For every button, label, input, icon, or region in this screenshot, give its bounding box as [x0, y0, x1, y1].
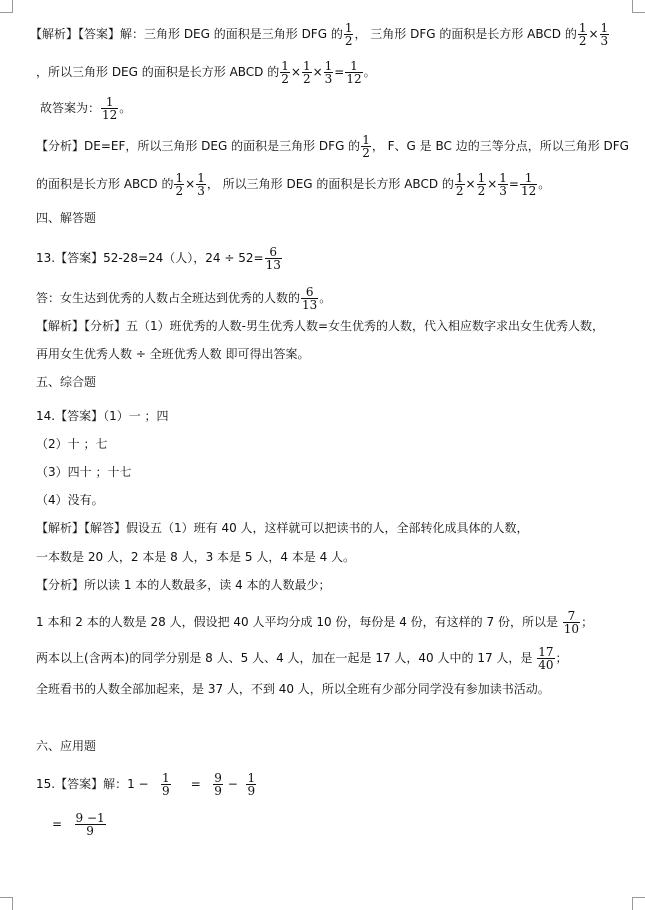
page-corner-mark [632, 0, 645, 13]
solution-line: ，所以三角形 DEG 的面积是长方形 ABCD 的 $\frac{1}{2}$ × $\frac{1}{2}$ × $\frac{1}{3}$ = $\frac{1}{12}$ 。 [36, 59, 376, 86]
explanation-line: 【解析】【解答】假设五（1）班有 40 人，这样就可以把读书的人，全部转化成具体的人数， [36, 521, 529, 535]
fraction: $\frac{1}{2}$ [175, 171, 184, 198]
section-heading: 四、解答题 [36, 211, 97, 225]
section-heading: 六、应用题 [36, 739, 97, 753]
fraction: $\frac{1}{12}$ [102, 95, 118, 122]
fraction: $\frac{1}{3}$ [324, 59, 333, 86]
page-corner-mark [0, 897, 13, 910]
solution-line: 【解析】【答案】解：三角形 DEG 的面积是三角形 DFG 的 $\frac{1}{2}$ ， 三角形 DFG 的面积是长方形 ABCD 的 $\frac{1}{2}$ × $\frac{1}{3}$ [30, 21, 609, 48]
fraction: $\frac{1}{2}$ [477, 171, 486, 198]
answer-line: 15.【答案】解：1 − $\frac{1}{9}$ = $\frac{9}{9}$ − $\frac{1}{9}$ [36, 771, 256, 798]
fraction: $\frac{1}{2}$ [455, 171, 464, 198]
analysis-line: 【分析】DE=EF，所以三角形 DEG 的面积是三角形 DFG 的 $\frac{1}{2}$ ， F、G 是 BC 边的三等分点，所以三角形 DFG [36, 133, 629, 160]
fraction: $\frac{1}{2}$ [344, 21, 353, 48]
fraction: $\frac{17}{40}$ [538, 645, 554, 672]
explanation-line: 1 本和 2 本的人数是 28 人，假设把 40 人平均分成 10 份，每份是 4 份，有这样的 7 份，所以是 $\frac{7}{10}$ ； [36, 609, 594, 636]
fraction: $\frac{1}{9}$ [162, 771, 170, 798]
fraction: $\frac{1}{2}$ [302, 59, 311, 86]
fraction: $\frac{1}{2}$ [362, 133, 370, 160]
answer-line: = $\frac{9 -1}{9}$ [52, 811, 105, 838]
answer-line: （2）十 ；七 [36, 437, 108, 451]
explanation-line: 【解析】【分析】五（1）班优秀的人数-男生优秀人数=女生优秀的人数，代入相应数字求出女生优秀人数， [36, 319, 605, 333]
page-corner-mark [632, 897, 645, 910]
fraction: $\frac{1}{2}$ [578, 21, 587, 48]
fraction: $\frac{1}{3}$ [197, 171, 205, 198]
answer-line: （4）没有。 [36, 493, 104, 507]
fraction: $\frac{1}{12}$ [346, 59, 362, 86]
explanation-line: 一本数是 20 人，2 本是 8 人，3 本是 5 人，4 本是 4 人。 [36, 550, 356, 564]
section-heading: 五、综合题 [36, 375, 97, 389]
fraction: $\frac{7}{10}$ [563, 609, 580, 636]
fraction: $\frac{1}{2}$ [281, 59, 289, 86]
fraction: $\frac{1}{3}$ [499, 171, 507, 198]
fraction: $\frac{9}{9}$ [214, 771, 222, 798]
fraction: $\frac{1}{3}$ [600, 21, 609, 48]
fraction: $\frac{1}{9}$ [247, 771, 256, 798]
fraction: $\frac{1}{12}$ [520, 171, 537, 198]
fraction: $\frac{9 -1}{9}$ [75, 811, 105, 838]
fraction: $\frac{6}{13}$ [302, 285, 318, 312]
fraction: $\frac{6}{13}$ [265, 245, 281, 272]
page-corner-mark [0, 0, 13, 13]
answer-line: 13.【答案】52-28=24（人），24 ÷ 52= $\frac{6}{13}$ [36, 245, 281, 272]
explanation-line: 再用女生优秀人数 ÷ 全班优秀人数 即可得出答案。 [36, 347, 310, 361]
explanation-line: 全班看书的人数全部加起来，是 37 人，不到 40 人，所以全班有少部分同学没有参加读书活动。 [36, 682, 550, 696]
analysis-line: 的面积是长方形 ABCD 的 $\frac{1}{2}$ × $\frac{1}{3}$ ， 所以三角形 DEG 的面积是长方形 ABCD 的 $\frac{1}{2}$ × $\frac{1}{2}$ × $\frac{1}{3}$ = $\frac{1}{12}$ 。 [36, 171, 551, 198]
answer-line: 答：女生达到优秀的人数占全班达到优秀的人数的 $\frac{6}{13}$ 。 [36, 285, 332, 312]
explanation-line: 【分析】所以读 1 本的人数最多，读 4 本的人数最少； [36, 578, 331, 592]
explanation-line: 两本以上(含两本)的同学分别是 8 人、5 人、4 人，加在一起是 17 人，40 人中的 17 人，是 $\frac{17}{40}$ ； [36, 645, 568, 672]
answer-line: （3）四十 ；十七 [36, 465, 132, 479]
answer-line: 故答案为： $\frac{1}{12}$ 。 [40, 95, 132, 122]
answer-line: 14.【答案】（1）一 ；四 [36, 409, 169, 423]
